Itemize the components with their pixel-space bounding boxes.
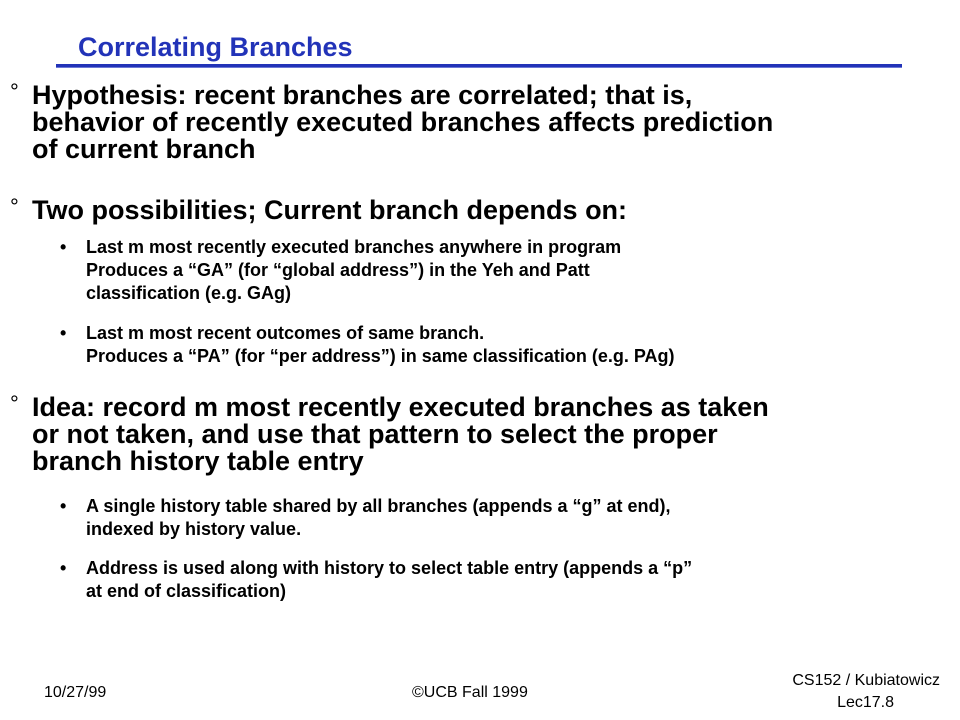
degree-bullet-marker: ° [10, 391, 19, 416]
degree-bullet-marker: ° [10, 79, 19, 104]
sub-bullet-text [86, 322, 675, 368]
dot-bullet-marker: • [60, 558, 67, 578]
bullet-line: of current branch [32, 134, 256, 164]
dot-bullet-marker: • [60, 237, 67, 257]
bullet-text [32, 394, 769, 475]
sub-bullet-line: Produces a “GA” (for “global address”) in the Yeh and Patt [86, 260, 590, 280]
sub-bullet-text [86, 236, 621, 305]
dot-bullet-marker: • [60, 323, 67, 343]
degree-bullet-marker: ° [10, 194, 19, 219]
bullet-text [32, 82, 773, 163]
footer-course: CS152 / Kubiatowicz [792, 672, 940, 689]
sub-bullet-text [86, 495, 670, 541]
footer-date: 10/27/99 [44, 684, 107, 701]
title-underline [56, 64, 902, 68]
slide-title: Correlating Branches [78, 32, 353, 62]
sub-bullet-line: Produces a “PA” (for “per address”) in same classification (e.g. PAg) [86, 346, 675, 366]
sub-bullet-line: Last m most recent outcomes of same branch. [86, 323, 485, 343]
sub-bullet-line: Last m most recently executed branches anywhere in program [86, 237, 622, 257]
bullet-line: or not taken, and use that pattern to select the proper [32, 419, 718, 449]
bullet-line: Hypothesis: recent branches are correlated; that is, [32, 80, 693, 110]
footer-copyright: ©UCB Fall 1999 [412, 684, 528, 701]
sub-bullet-line: Address is used along with history to select table entry (appends a “p” [86, 558, 693, 578]
sub-bullet-line: at end of classification) [86, 581, 287, 601]
sub-bullet-text [86, 557, 692, 603]
bullet-line: behavior of recently executed branches affects prediction [32, 107, 774, 137]
bullet-text [32, 197, 627, 224]
sub-bullet-line: A single history table shared by all branches (appends a “g” at end), [86, 496, 671, 516]
dot-bullet-marker: • [60, 496, 67, 516]
sub-bullet-line: classification (e.g. GAg) [86, 283, 292, 303]
sub-bullet-line: indexed by history value. [86, 519, 302, 539]
bullet-line: branch history table entry [32, 446, 364, 476]
bullet-line: Idea: record m most recently executed branches as taken [32, 392, 769, 422]
footer-lecture-number: Lec17.8 [837, 694, 894, 711]
bullet-line: Two possibilities; Current branch depends on: [32, 195, 628, 225]
